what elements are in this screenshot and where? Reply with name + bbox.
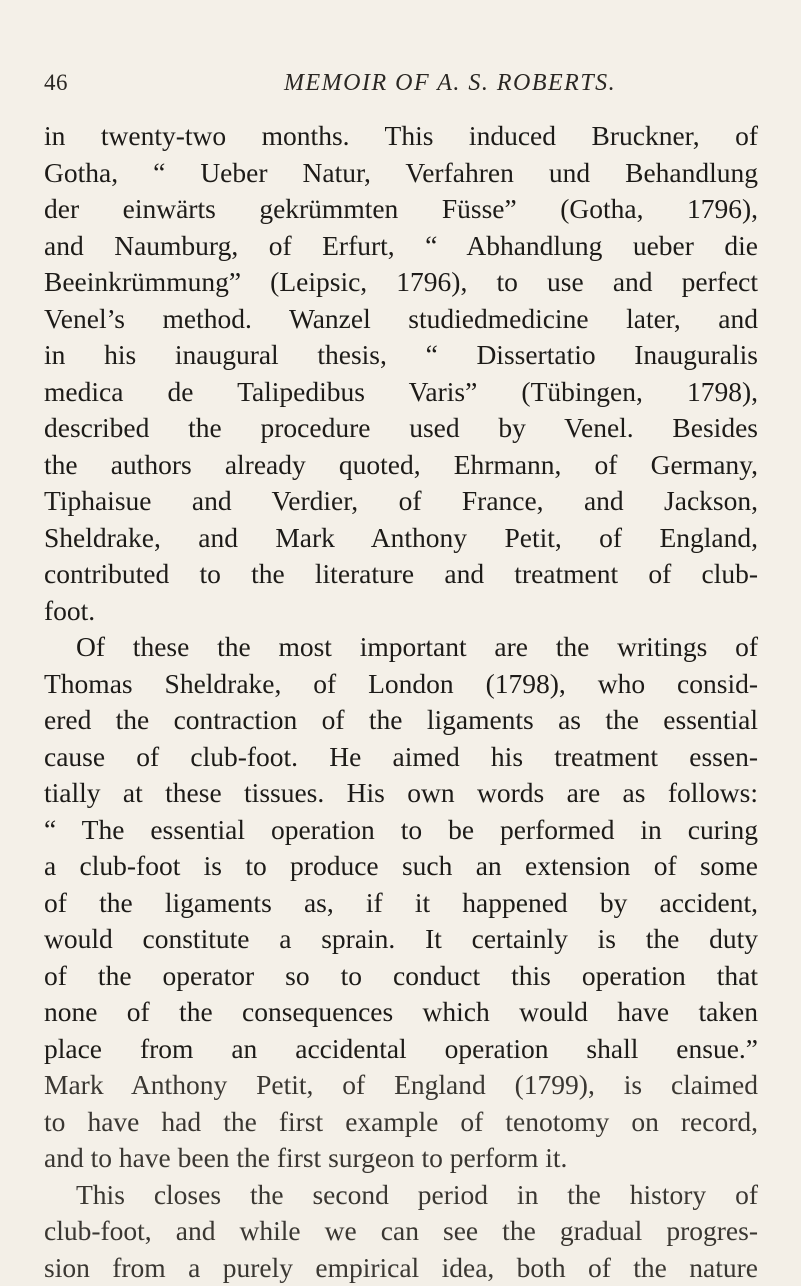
- text-line: Mark Anthony Petit, of England (1799), is claimed: [44, 1067, 758, 1104]
- text-line: Sheldrake, and Mark Anthony Petit, of England,: [44, 520, 758, 557]
- text-line: cause of club-foot. He aimed his treatment essen-: [44, 739, 758, 776]
- text-line: der einwärts gekrümmten Füsse” (Gotha, 1796),: [44, 191, 758, 228]
- text-line: club-foot, and while we can see the gradual progres-: [44, 1213, 758, 1250]
- text-line: medica de Talipedibus Varis” (Tübingen, 1798),: [44, 374, 758, 411]
- text-line: in twenty-two months. This induced Bruckner, of: [44, 118, 758, 155]
- text-line: sion from a purely empirical idea, both of the nature: [44, 1250, 758, 1286]
- text-line: Beeinkrümmung” (Leipsic, 1796), to use and perfect: [44, 264, 758, 301]
- text-line: of the ligaments as, if it happened by accident,: [44, 885, 758, 922]
- text-line: described the procedure used by Venel. Besides: [44, 410, 758, 447]
- text-line: foot.: [44, 593, 758, 630]
- body-text: [44, 118, 758, 1286]
- text-line: Venel’s method. Wanzel studiedmedicine later, and: [44, 301, 758, 338]
- page-header: [44, 70, 758, 104]
- running-title: MEMOIR OF A. S. ROBERTS.: [284, 70, 616, 97]
- text-line: ered the contraction of the ligaments as the essential: [44, 702, 758, 739]
- text-line: and Naumburg, of Erfurt, “ Abhandlung ueber die: [44, 228, 758, 265]
- text-line: contributed to the literature and treatment of club-: [44, 556, 758, 593]
- page-number: 46: [44, 70, 68, 96]
- text-line: of the operator so to conduct this operation that: [44, 958, 758, 995]
- text-line: a club-foot is to produce such an extension of some: [44, 848, 758, 885]
- text-line: to have had the first example of tenotomy on record,: [44, 1104, 758, 1141]
- text-line: This closes the second period in the history of: [44, 1177, 758, 1214]
- text-line: none of the consequences which would have taken: [44, 994, 758, 1031]
- text-line: “ The essential operation to be performed in curing: [44, 812, 758, 849]
- text-line: Of these the most important are the writings of: [44, 629, 758, 666]
- text-line: tially at these tissues. His own words are as follows:: [44, 775, 758, 812]
- text-line: Thomas Sheldrake, of London (1798), who consid-: [44, 666, 758, 703]
- text-line: place from an accidental operation shall ensue.”: [44, 1031, 758, 1068]
- text-line: and to have been the first surgeon to perform it.: [44, 1140, 758, 1177]
- text-line: in his inaugural thesis, “ Dissertatio Inauguralis: [44, 337, 758, 374]
- text-line: would constitute a sprain. It certainly is the duty: [44, 921, 758, 958]
- text-line: Gotha, “ Ueber Natur, Verfahren und Behandlung: [44, 155, 758, 192]
- text-line: the authors already quoted, Ehrmann, of Germany,: [44, 447, 758, 484]
- text-line: Tiphaisue and Verdier, of France, and Jackson,: [44, 483, 758, 520]
